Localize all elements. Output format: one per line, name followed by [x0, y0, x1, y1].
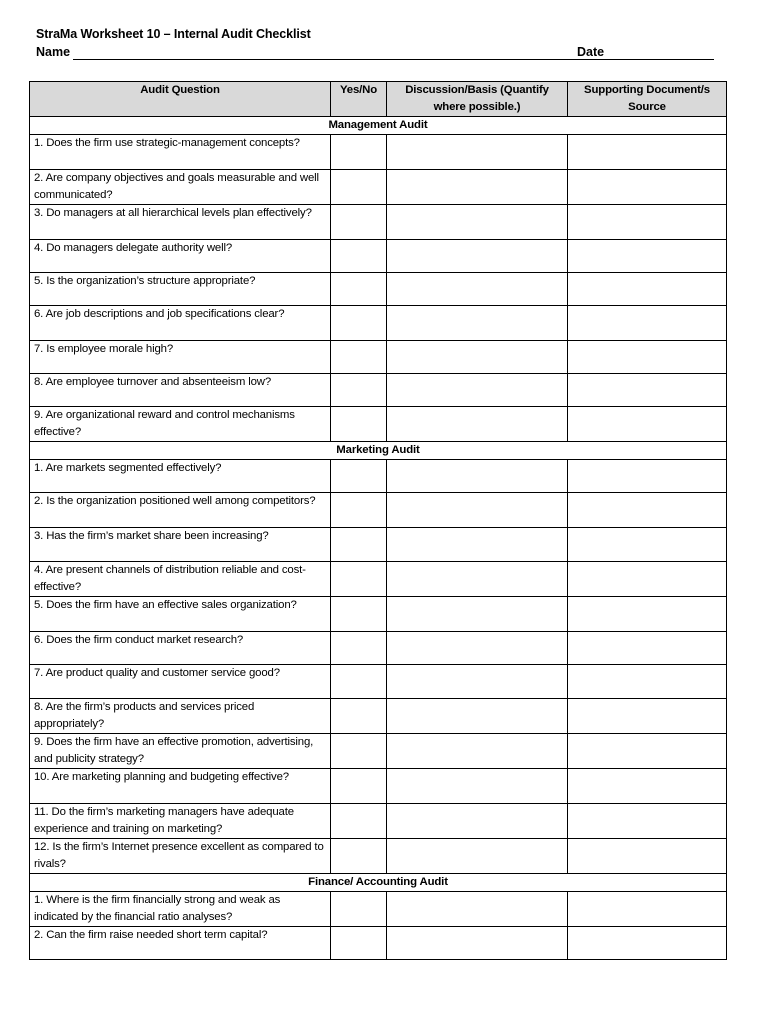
discussion-cell[interactable] [387, 341, 568, 374]
date-label: Date [577, 45, 605, 59]
yes-no-cell[interactable] [331, 135, 387, 170]
question-cell: 4. Do managers delegate authority well? [30, 240, 331, 273]
discussion-cell[interactable] [387, 135, 568, 170]
table-row [30, 273, 727, 306]
discussion-cell[interactable] [387, 699, 568, 734]
yes-no-cell[interactable] [331, 769, 387, 804]
supporting-document-cell[interactable] [568, 240, 727, 273]
supporting-document-cell[interactable] [568, 804, 727, 839]
table-row [30, 892, 727, 927]
question-cell: 11. Do the firm’s marketing managers have adequate experience and training on marketing? [30, 804, 331, 839]
supporting-document-cell[interactable] [568, 205, 727, 240]
table-row [30, 665, 727, 699]
yes-no-cell[interactable] [331, 597, 387, 632]
question-cell: 7. Is employee morale high? [30, 341, 331, 374]
supporting-document-cell[interactable] [568, 597, 727, 632]
table-row [30, 374, 727, 407]
name-date-line [36, 45, 716, 63]
question-cell: 1. Does the firm use strategic-management concepts? [30, 135, 331, 170]
table-row [30, 597, 727, 632]
table-row [30, 341, 727, 374]
table-row [30, 240, 727, 273]
worksheet-title: StraMa Worksheet 10 – Internal Audit Checklist [36, 27, 311, 41]
question-cell: 2. Is the organization positioned well among competitors? [30, 493, 331, 528]
section-title-marketing: Marketing Audit [30, 442, 727, 460]
supporting-document-cell[interactable] [568, 170, 727, 205]
question-cell: 1. Are markets segmented effectively? [30, 460, 331, 493]
column-header-yes-no: Yes/No [331, 82, 387, 117]
supporting-document-cell[interactable] [568, 839, 727, 874]
supporting-document-cell[interactable] [568, 374, 727, 407]
table-row [30, 699, 727, 734]
yes-no-cell[interactable] [331, 632, 387, 665]
yes-no-cell[interactable] [331, 892, 387, 927]
supporting-document-cell[interactable] [568, 734, 727, 769]
supporting-document-cell[interactable] [568, 273, 727, 306]
question-cell: 9. Are organizational reward and control mechanisms effective? [30, 407, 331, 442]
table-row [30, 769, 727, 804]
yes-no-cell[interactable] [331, 927, 387, 960]
yes-no-cell[interactable] [331, 528, 387, 562]
yes-no-cell[interactable] [331, 804, 387, 839]
date-field[interactable] [606, 59, 714, 60]
discussion-cell[interactable] [387, 665, 568, 699]
supporting-document-cell[interactable] [568, 769, 727, 804]
question-cell: 9. Does the firm have an effective promotion, advertising, and publicity strategy? [30, 734, 331, 769]
supporting-document-cell[interactable] [568, 927, 727, 960]
question-cell: 6. Are job descriptions and job specifications clear? [30, 306, 331, 341]
table-row [30, 927, 727, 960]
table-row [30, 632, 727, 665]
table-row [30, 528, 727, 562]
supporting-document-cell[interactable] [568, 460, 727, 493]
supporting-document-cell[interactable] [568, 528, 727, 562]
discussion-cell[interactable] [387, 892, 568, 927]
table-row [30, 306, 727, 341]
name-field[interactable] [73, 59, 611, 60]
yes-no-cell[interactable] [331, 374, 387, 407]
question-cell: 1. Where is the firm financially strong and weak as indicated by the financial ratio analyses? [30, 892, 331, 927]
table-header-row [30, 82, 727, 117]
discussion-cell[interactable] [387, 632, 568, 665]
supporting-document-cell[interactable] [568, 562, 727, 597]
column-header-audit-question: Audit Question [30, 82, 331, 117]
audit-checklist-table [29, 81, 727, 960]
section-row [30, 117, 727, 135]
yes-no-cell[interactable] [331, 699, 387, 734]
discussion-cell[interactable] [387, 306, 568, 341]
section-title-management: Management Audit [30, 117, 727, 135]
yes-no-cell[interactable] [331, 407, 387, 442]
yes-no-cell[interactable] [331, 493, 387, 528]
discussion-cell[interactable] [387, 734, 568, 769]
discussion-cell[interactable] [387, 839, 568, 874]
question-cell: 5. Is the organization’s structure appropriate? [30, 273, 331, 306]
table-row [30, 493, 727, 528]
yes-no-cell[interactable] [331, 273, 387, 306]
question-cell: 2. Can the firm raise needed short term capital? [30, 927, 331, 960]
discussion-cell[interactable] [387, 460, 568, 493]
supporting-document-cell[interactable] [568, 632, 727, 665]
supporting-document-cell[interactable] [568, 407, 727, 442]
question-cell: 3. Has the firm’s market share been increasing? [30, 528, 331, 562]
table-row [30, 562, 727, 597]
question-cell: 2. Are company objectives and goals measurable and well communicated? [30, 170, 331, 205]
discussion-cell[interactable] [387, 597, 568, 632]
table-row [30, 205, 727, 240]
yes-no-cell[interactable] [331, 341, 387, 374]
table-row [30, 804, 727, 839]
yes-no-cell[interactable] [331, 562, 387, 597]
question-cell: 12. Is the firm’s Internet presence excellent as compared to rivals? [30, 839, 331, 874]
table-row [30, 460, 727, 493]
section-row [30, 442, 727, 460]
discussion-cell[interactable] [387, 769, 568, 804]
question-cell: 8. Are the firm’s products and services priced appropriately? [30, 699, 331, 734]
column-header-discussion: Discussion/Basis (Quantify where possible.) [387, 82, 568, 117]
discussion-cell[interactable] [387, 374, 568, 407]
question-cell: 8. Are employee turnover and absenteeism low? [30, 374, 331, 407]
supporting-document-cell[interactable] [568, 135, 727, 170]
question-cell: 4. Are present channels of distribution reliable and cost-effective? [30, 562, 331, 597]
yes-no-cell[interactable] [331, 240, 387, 273]
question-cell: 10. Are marketing planning and budgeting effective? [30, 769, 331, 804]
yes-no-cell[interactable] [331, 665, 387, 699]
discussion-cell[interactable] [387, 273, 568, 306]
discussion-cell[interactable] [387, 528, 568, 562]
supporting-document-cell[interactable] [568, 493, 727, 528]
table-row [30, 734, 727, 769]
discussion-cell[interactable] [387, 170, 568, 205]
supporting-document-cell[interactable] [568, 306, 727, 341]
yes-no-cell[interactable] [331, 460, 387, 493]
supporting-document-cell[interactable] [568, 699, 727, 734]
supporting-document-cell[interactable] [568, 341, 727, 374]
table-row [30, 407, 727, 442]
discussion-cell[interactable] [387, 927, 568, 960]
table-row [30, 170, 727, 205]
discussion-cell[interactable] [387, 562, 568, 597]
discussion-cell[interactable] [387, 240, 568, 273]
question-cell: 5. Does the firm have an effective sales organization? [30, 597, 331, 632]
question-cell: 6. Does the firm conduct market research? [30, 632, 331, 665]
yes-no-cell[interactable] [331, 170, 387, 205]
table-row [30, 839, 727, 874]
discussion-cell[interactable] [387, 804, 568, 839]
section-row [30, 874, 727, 892]
supporting-document-cell[interactable] [568, 665, 727, 699]
section-title-finance: Finance/ Accounting Audit [30, 874, 727, 892]
name-label: Name [36, 45, 71, 59]
question-cell: 3. Do managers at all hierarchical levels plan effectively? [30, 205, 331, 240]
supporting-document-cell[interactable] [568, 892, 727, 927]
yes-no-cell[interactable] [331, 734, 387, 769]
yes-no-cell[interactable] [331, 205, 387, 240]
discussion-cell[interactable] [387, 407, 568, 442]
discussion-cell[interactable] [387, 205, 568, 240]
discussion-cell[interactable] [387, 493, 568, 528]
table-row [30, 135, 727, 170]
question-cell: 7. Are product quality and customer service good? [30, 665, 331, 699]
column-header-supporting-documents: Supporting Document/s Source [568, 82, 727, 117]
yes-no-cell[interactable] [331, 839, 387, 874]
yes-no-cell[interactable] [331, 306, 387, 341]
